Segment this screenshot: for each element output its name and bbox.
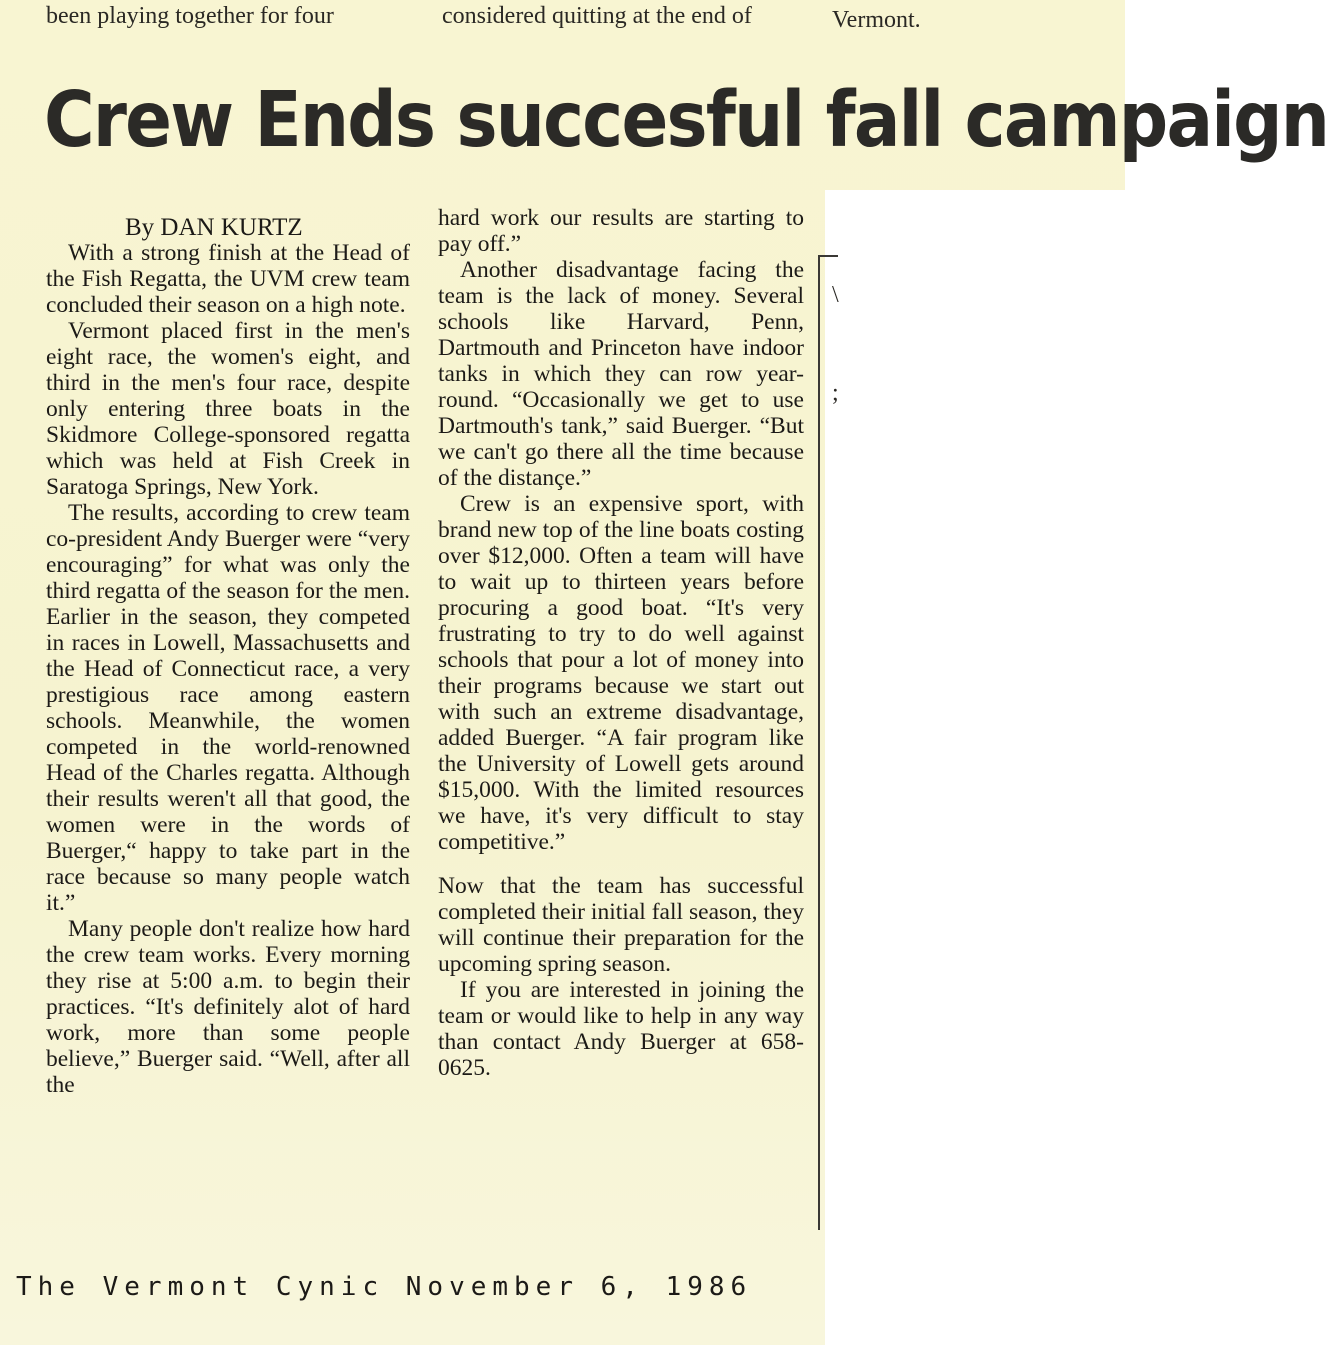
publication-footer: The Vermont Cynic November 6, 1986 (16, 1272, 753, 1302)
article-byline: By DAN KURTZ (125, 214, 303, 241)
top-fragment-right: Vermont. (832, 7, 921, 33)
blank-scan-area (825, 190, 1125, 1345)
clipped-letter-mark: ; (832, 380, 839, 406)
column-rule-vertical (818, 255, 820, 1230)
article-column-2 (438, 205, 804, 1081)
paragraph: With a strong finish at the Head of the Fish Regatta, the UVM crew team concluded their season on a high note. (46, 240, 410, 318)
paragraph: Another disadvantage facing the team is the lack of money. Several schools like Harvard, Penn, Dartmouth and Princeton have indoor tanks in which they can row year-round. “Occasionally we get to use Dartmouth's tank,” said Buerger. “But we can't go there all the time because of the distançe.” (438, 257, 804, 491)
paragraph: The results, according to crew team co-president Andy Buerger were “very encouraging” for what was only the third regatta of the season for the men. Earlier in the season, they competed in races in Lowell, Massachusetts and the Head of Connecticut race, a very prestigious race among eastern schools. Meanwhile, the women competed in the world-renowned Head of the Charles regatta. Although their results weren't all that good, the women were in the words of Buerger,“ happy to take part in the race because so many people watch it.” (46, 500, 410, 916)
clipped-letter-mark: \ (832, 282, 839, 308)
column-rule-horizontal (818, 255, 838, 257)
top-fragment-left: been playing together for four (46, 3, 334, 29)
paragraph: Crew is an expensive sport, with brand new top of the line boats costing over $12,000. Often a team will have to wait up to thirteen years before procuring a good boat. “It's very frustrating to try to do well against schools that pour a lot of money into their programs because we start out with such an extreme disadvantage, added Buerger. “A fair program like the University of Lowell gets around $15,000. With the limited resources we have, it's very difficult to stay competitive.” (438, 491, 804, 855)
top-fragment-middle: considered quitting at the end of (442, 3, 752, 29)
paragraph: Vermont placed first in the men's eight race, the women's eight, and third in the men's four race, despite only entering three boats in the Skidmore College-sponsored regatta which was held at Fish Creek in Saratoga Springs, New York. (46, 318, 410, 500)
paragraph: If you are interested in joining the team or would like to help in any way than contact Andy Buerger at 658-0625. (438, 977, 804, 1081)
article-column-1 (46, 240, 410, 1098)
article-headline: Crew Ends succesful fall campaign (44, 76, 1328, 165)
paragraph: Now that the team has successful completed their initial fall season, they will continue their preparation for the upcoming spring season. (438, 873, 804, 977)
paragraph-continuation: hard work our results are starting to pay off.” (438, 205, 804, 257)
paragraph: Many people don't realize how hard the crew team works. Every morning they rise at 5:00 a.m. to begin their practices. “It's definitely alot of hard work, more than some people believe,” Buerger said. “Well, after all the (46, 916, 410, 1098)
